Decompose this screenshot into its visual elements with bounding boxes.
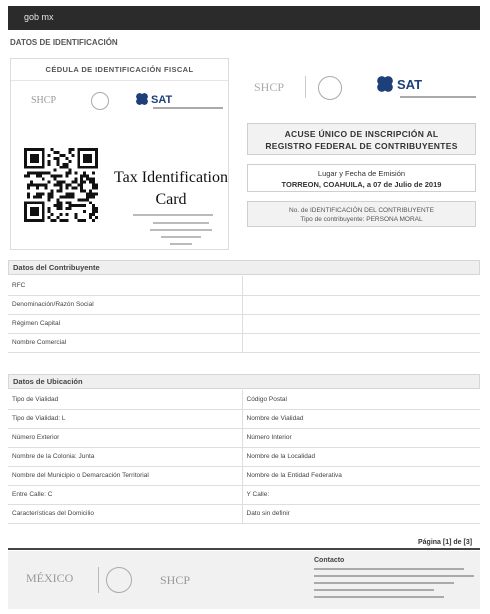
lugar-line2: TORREON, COAHUILA, a 07 de Julio de 2019	[281, 180, 442, 189]
row-value	[242, 333, 480, 352]
row-label: Régimen Capital	[8, 314, 242, 333]
cell-left: Tipo de Vialidad	[8, 390, 242, 409]
cell-left: Nombre de la Colonia: Junta	[8, 447, 242, 466]
row-label: Denominación/Razón Social	[8, 295, 242, 314]
cell-right: Nombre de la Entidad Federativa	[242, 466, 480, 485]
tax-label-line1: Tax Identification	[114, 169, 228, 186]
row-label: Nombre Comercial	[8, 333, 242, 352]
sat-dots-icon	[136, 93, 148, 105]
acuse-line2: REGISTRO FEDERAL DE CONTRIBUYENTES	[265, 141, 458, 151]
row-value	[242, 276, 480, 295]
sat-logo-text: SAT	[151, 94, 173, 106]
table-row	[8, 390, 480, 409]
idcif-line2: Tipo de contribuyente: PERSONA MORAL	[300, 216, 423, 223]
cell-right: Y Calle:	[242, 485, 480, 504]
cell-right: Nombre de Vialidad	[242, 409, 480, 428]
footer-divider	[8, 548, 480, 550]
cell-left: Nombre del Municipio o Demarcación Territorial	[8, 466, 242, 485]
contact-lines	[314, 568, 474, 603]
idcif-line1: No. de IDENTIFICACIÓN DEL CONTRIBUYENTE	[289, 207, 434, 214]
footer	[8, 551, 480, 609]
top-bar	[8, 6, 480, 30]
table-row	[8, 504, 480, 523]
sat-subtitle-line-large	[400, 96, 476, 98]
logo-divider	[305, 76, 306, 98]
contribuyente-section-title: Datos del Contribuyente	[8, 260, 480, 275]
table-row	[8, 466, 480, 485]
acuse-box	[247, 123, 476, 155]
cell-right: Número Interior	[242, 428, 480, 447]
page-number: Página [1] de [3]	[418, 539, 473, 546]
contact-title: Contacto	[314, 557, 345, 564]
sat-logo-large	[377, 76, 422, 92]
seal-icon-footer	[106, 567, 132, 593]
qr-code	[24, 148, 98, 222]
idcif-box	[247, 201, 476, 227]
cell-left: Entre Calle: C	[8, 485, 242, 504]
seal-icon	[91, 92, 109, 110]
cell-right: Dato sin definir	[242, 504, 480, 523]
cell-left: Número Exterior	[8, 428, 242, 447]
cell-right: Código Postal	[242, 390, 480, 409]
tax-label-line2: Card	[155, 191, 187, 208]
lugar-line1: Lugar y Fecha de Emisión	[317, 169, 406, 178]
card-text-lines	[123, 214, 223, 222]
cell-left: Características del Domicilio	[8, 504, 242, 523]
shcp-logo: SHCP	[31, 95, 57, 106]
lugar-fecha-box	[247, 164, 476, 192]
shcp-logo-footer: SHCP	[160, 573, 191, 587]
table-row	[8, 409, 480, 428]
card-title: CÉDULA DE IDENTIFICACIÓN FISCAL	[11, 59, 228, 81]
seal-icon-large	[318, 76, 342, 100]
card-footer-lines	[148, 222, 214, 250]
table-row	[8, 295, 480, 314]
ubicacion-section-title: Datos de Ubicación	[8, 374, 480, 389]
footer-logo-divider	[98, 567, 99, 593]
tax-identification-card-label	[96, 167, 246, 211]
row-label: RFC	[8, 276, 242, 295]
shcp-logo-large: SHCP	[254, 80, 285, 94]
table-row	[8, 333, 480, 352]
table-row	[8, 276, 480, 295]
sat-dots-icon	[377, 76, 393, 92]
table-row	[8, 447, 480, 466]
ubicacion-table	[8, 390, 480, 524]
sat-logo-large-text: SAT	[397, 77, 423, 92]
cell-left: Tipo de Vialidad: L	[8, 409, 242, 428]
row-value	[242, 295, 480, 314]
sat-logo	[136, 93, 172, 106]
table-row	[8, 485, 480, 504]
section-header-small: DATOS DE IDENTIFICACIÓN	[10, 38, 118, 47]
contribuyente-table	[8, 276, 480, 353]
sat-subtitle-line	[153, 107, 223, 109]
cell-right: Nombre de la Localidad	[242, 447, 480, 466]
site-title[interactable]: gob mx	[24, 12, 54, 22]
table-row	[8, 314, 480, 333]
acuse-line1: ACUSE ÚNICO DE INSCRIPCIÓN AL	[284, 129, 439, 139]
table-row	[8, 428, 480, 447]
mexico-logo: MÉXICO	[26, 571, 74, 585]
row-value	[242, 314, 480, 333]
